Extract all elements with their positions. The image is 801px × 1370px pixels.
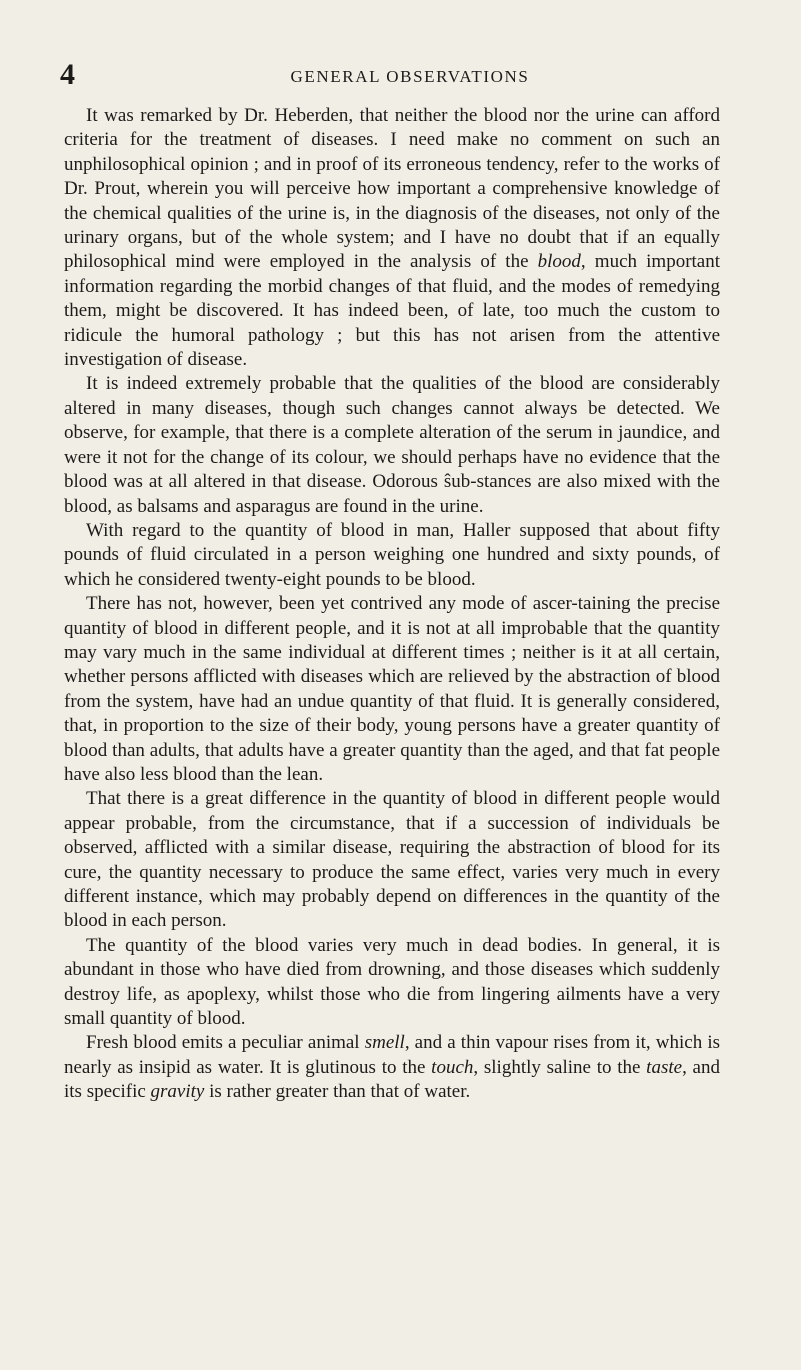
- italic-taste: taste: [646, 1056, 683, 1078]
- paragraph-6: The quantity of the blood varies very much in dead bodies. In general, it is abundant in those who have died from drowning, and those diseases which suddenly destroy life, as apoplexy, whilst those who die from lingering ailments have a very small quantity of blood.: [64, 934, 720, 1030]
- paragraph-4: There has not, however, been yet contrived any mode of ascer-taining the precise quantity of blood in different people, and it is not at all improbable that the quantity may vary much in the same individual at different times ; neither is it at all certain, whether persons afflicted with diseases which are relieved by the abstraction of blood from the system, have had an undue quantity of that fluid. It is generally considered, that, in proportion to the size of their body, young persons have a greater quantity of blood than adults, that adults have a greater quantity than the aged, and that fat people have also less blood than the lean.: [64, 593, 720, 785]
- page-number: 4: [60, 58, 75, 91]
- paragraph-3: With regard to the quantity of blood in man, Haller supposed that about fifty pounds of fluid circulated in a person weighing one hundred and sixty pounds, of which he considered twenty-eight pounds to be blood.: [64, 519, 720, 590]
- italic-smell: smell: [364, 1032, 405, 1054]
- body-text: [64, 104, 720, 1105]
- running-head: GENERAL OBSERVATIONS: [290, 67, 530, 86]
- paragraph-7: Fresh blood emits a peculiar animal smell, and a thin vapour rises from it, which is nearly as insipid as water. It is glutinous to the touch, slightly saline to the taste, and its specific gravity is rather greater than that of water.: [64, 1032, 720, 1103]
- page-header: [60, 60, 760, 90]
- italic-gravity: gravity: [150, 1081, 205, 1103]
- paragraph-2: It is indeed extremely probable that the qualities of the blood are considerably altered in many diseases, though such changes cannot always be detected. We observe, for example, that there is a complete alteration of the serum in jaundice, and were it not for the change of its colour, we should perhaps have no evidence that the blood was at all altered in that disease. Odorous ŝub-stances are also mixed with the blood, as balsams and asparagus are found in the urine.: [64, 373, 720, 517]
- paragraph-1: It was remarked by Dr. Heberden, that neither the blood nor the urine can afford criteria for the treatment of diseases. I need make no comment on such an unphilosophical opinion ; and in proof of its erroneous tendency, refer to the works of Dr. Prout, wherein you will perceive how important a comprehensive knowledge of the chemical qualities of the urine is, in the diagnosis of the diseases, not only of the urinary organs, but of the whole system; and I have no doubt that if an equally philosophical mind were employed in the analysis of the blood, much important information regarding the morbid changes of that fluid, and the modes of remedying them, might be discovered. It has indeed been, of late, too much the custom to ridicule the humoral pathology ; but this has not arisen from the attentive investigation of disease.: [64, 105, 721, 371]
- italic-touch: touch: [431, 1056, 474, 1078]
- paragraph-5: That there is a great difference in the quantity of blood in different people would appear probable, from the circumstance, that if a succession of individuals be observed, afflicted with a similar disease, requiring the abstraction of blood for its cure, the quantity necessary to produce the same effect, varies very much in every different instance, which may probably depend on differences in the quantity of the blood in each person.: [64, 788, 720, 932]
- italic-blood: blood: [537, 251, 581, 273]
